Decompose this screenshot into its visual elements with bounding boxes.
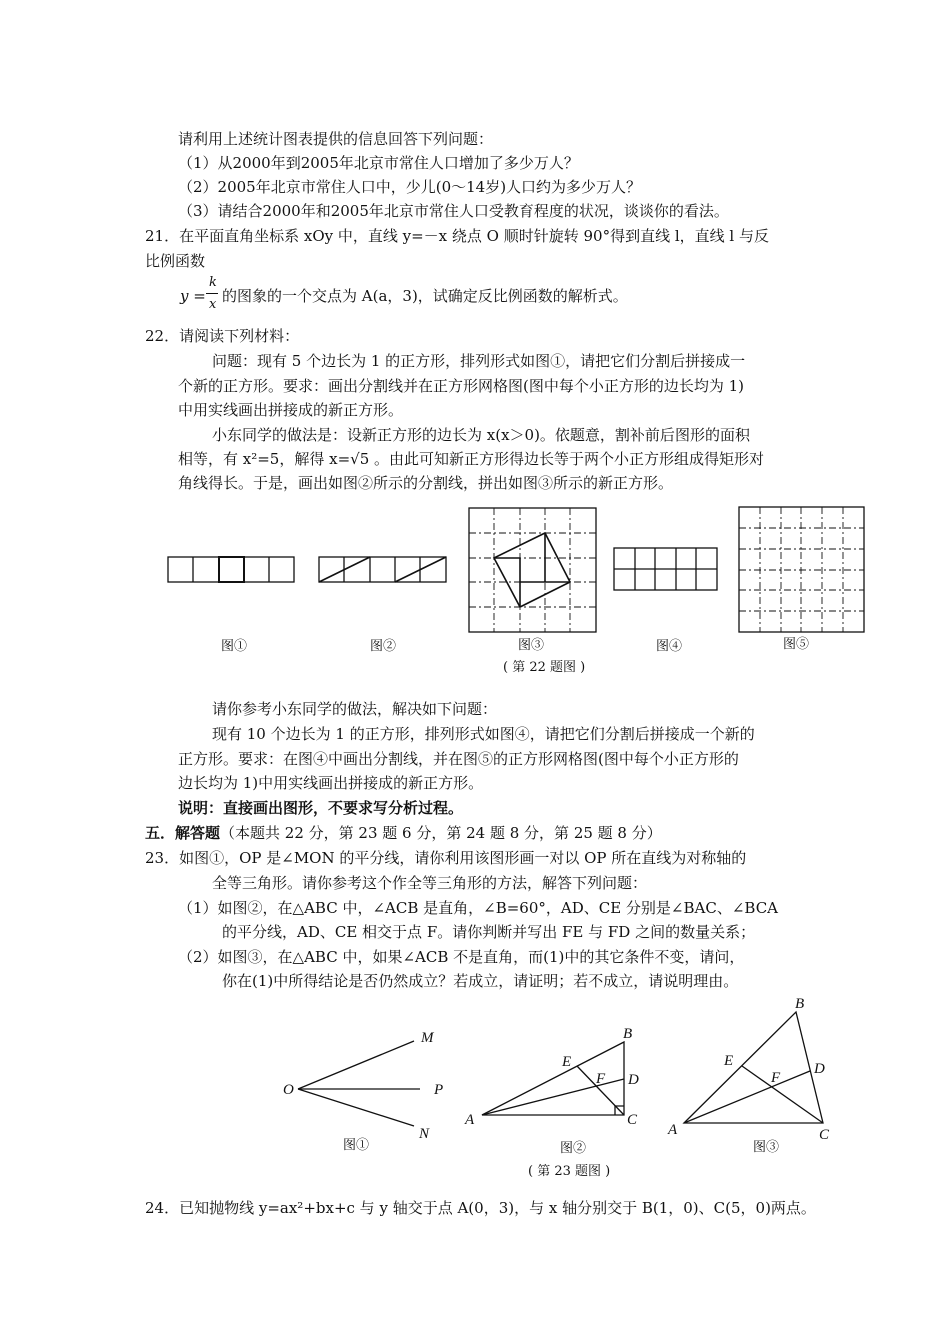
label-A: A <box>668 1122 678 1138</box>
fig22-5-grid <box>739 507 864 632</box>
fig22-2-squares <box>319 557 446 582</box>
p24-line: 24．已知抛物线 y=ax²+bx+c 与 y 轴交于点 A(0，3)，与 x 轴分别交于 B(1，0)、C(5，0)两点。 <box>145 1199 816 1217</box>
p22-material: 角线得长。于是，画出如图②所示的分割线，拼出如图③所示的新正方形。 <box>178 474 674 492</box>
p23-sub2: 你在(1)中所得结论是否仍然成立？若成立，请证明；若不成立，请说明理由。 <box>222 972 739 990</box>
label-P: P <box>434 1082 444 1098</box>
label-M: M <box>421 1030 434 1046</box>
section-5-desc: （本题共 22 分，第 23 题 6 分，第 24 题 8 分，第 25 题 8 分） <box>220 824 662 842</box>
p22-request: 正方形。要求：在图④中画出分割线，并在图⑤的正方形网格图(图中每个小正方形的 <box>178 750 739 768</box>
label-F: F <box>596 1071 606 1087</box>
fig23-3-triangle <box>684 1012 823 1123</box>
section-5-heading <box>145 823 662 843</box>
p21-line1: 21．在平面直角坐标系 xOy 中，直线 y=－x 绕点 O 顺时针旋转 90°得到直线 l，直线 l 与反 <box>145 227 769 245</box>
p22-material: 相等，有 x²=5，解得 x=√5 。由此可知新正方形得边长等于两个小正方形组成得矩形对 <box>178 450 765 468</box>
p21-frac-num: k <box>209 275 217 290</box>
fig22-2-label: 图② <box>370 639 397 654</box>
fig22-1-label: 图① <box>221 639 248 654</box>
label-E: E <box>724 1053 734 1069</box>
fig23-2-label: 图② <box>560 1141 587 1156</box>
fig23-3-label: 图③ <box>753 1140 780 1155</box>
p23-line: 全等三角形。请你参考这个作全等三角形的方法，解答下列问题： <box>212 874 648 892</box>
label-E: E <box>562 1054 572 1070</box>
label-B: B <box>795 996 805 1012</box>
fig22-3-label: 图③ <box>518 638 545 653</box>
label-C: C <box>627 1112 638 1128</box>
label-C: C <box>819 1127 830 1143</box>
question-2: （2）2005年北京市常住人口中，少儿(0～14岁)人口约为多少万人？ <box>178 178 642 196</box>
p21-frac-y: y = <box>180 287 206 305</box>
p22-material: 中用实线画出拼接成的新正方形。 <box>178 401 404 419</box>
fig23-caption: ( 第 23 题图 ) <box>528 1164 611 1179</box>
p23-sub2: （2）如图③，在△ABC 中，如果∠ACB 不是直角，而(1)中的其它条件不变，请问， <box>178 948 745 966</box>
label-O: O <box>283 1082 294 1098</box>
p22-request: 边长均为 1)中用实线画出拼接成的新正方形。 <box>178 774 484 792</box>
question-1: （1）从2000年到2005年北京市常住人口增加了多少万人？ <box>178 154 579 172</box>
fig22-1-squares <box>168 557 294 582</box>
fig22-caption: ( 第 22 题图 ) <box>503 660 586 675</box>
p22-request: 请你参考小东同学的做法，解决如下问题： <box>212 700 498 718</box>
p22-note: 说明：直接画出图形，不要求写分析过程。 <box>178 799 464 817</box>
label-N: N <box>419 1126 430 1142</box>
label-D: D <box>628 1072 639 1088</box>
p23-sub1: 的平分线，AD、CE 相交于点 F。请你判断并写出 FE 与 FD 之间的数量关系； <box>222 923 756 941</box>
p21-line2: 比例函数 <box>145 252 206 270</box>
label-F: F <box>771 1070 781 1086</box>
label-B: B <box>623 1026 633 1042</box>
p23-line: 23．如图①，OP 是∠MON 的平分线，请你利用该图形画一对以 OP 所在直线为对称轴的 <box>145 849 747 867</box>
p22-material: 个新的正方形。要求：画出分割线并在正方形网格图(图中每个小正方形的边长均为 1) <box>178 377 745 395</box>
fig23-1-angle <box>298 1041 420 1126</box>
p21-frac-den: x <box>209 297 217 312</box>
label-D: D <box>814 1061 825 1077</box>
p22-request: 现有 10 个边长为 1 的正方形，排列形式如图④，请把它们分割后拼接成一个新的 <box>212 725 755 743</box>
figure-23-drawings <box>0 990 950 1150</box>
p22-head: 22．请阅读下列材料： <box>145 327 300 345</box>
fig22-4-squares <box>614 548 717 590</box>
section-5-title: 五．解答题 <box>145 824 221 842</box>
p22-material: 问题：现有 5 个边长为 1 的正方形，排列形式如图①，请把它们分割后拼接成一 <box>212 352 746 370</box>
question-3: （3）请结合2000年和2005年北京市常住人口受教育程度的状况，谈谈你的看法。 <box>178 202 729 220</box>
fig22-5-label: 图⑤ <box>783 637 810 652</box>
p23-sub1: （1）如图②，在△ABC 中，∠ACB 是直角，∠B=60°，AD、CE 分别是∠BAC、∠BCA <box>178 899 779 917</box>
p22-material: 小东同学的做法是：设新正方形的边长为 x(x＞0)。依题意，割补前后图形的面积 <box>212 426 750 444</box>
intro-line: 请利用上述统计图表提供的信息回答下列问题： <box>178 130 494 148</box>
p21-line3: 的图象的一个交点为 A(a，3)，试确定反比例函数的解析式。 <box>222 287 628 305</box>
fig22-3-grid <box>469 508 596 632</box>
fig22-4-label: 图④ <box>656 639 683 654</box>
label-A: A <box>465 1112 475 1128</box>
fig23-1-label: 图① <box>343 1138 370 1153</box>
